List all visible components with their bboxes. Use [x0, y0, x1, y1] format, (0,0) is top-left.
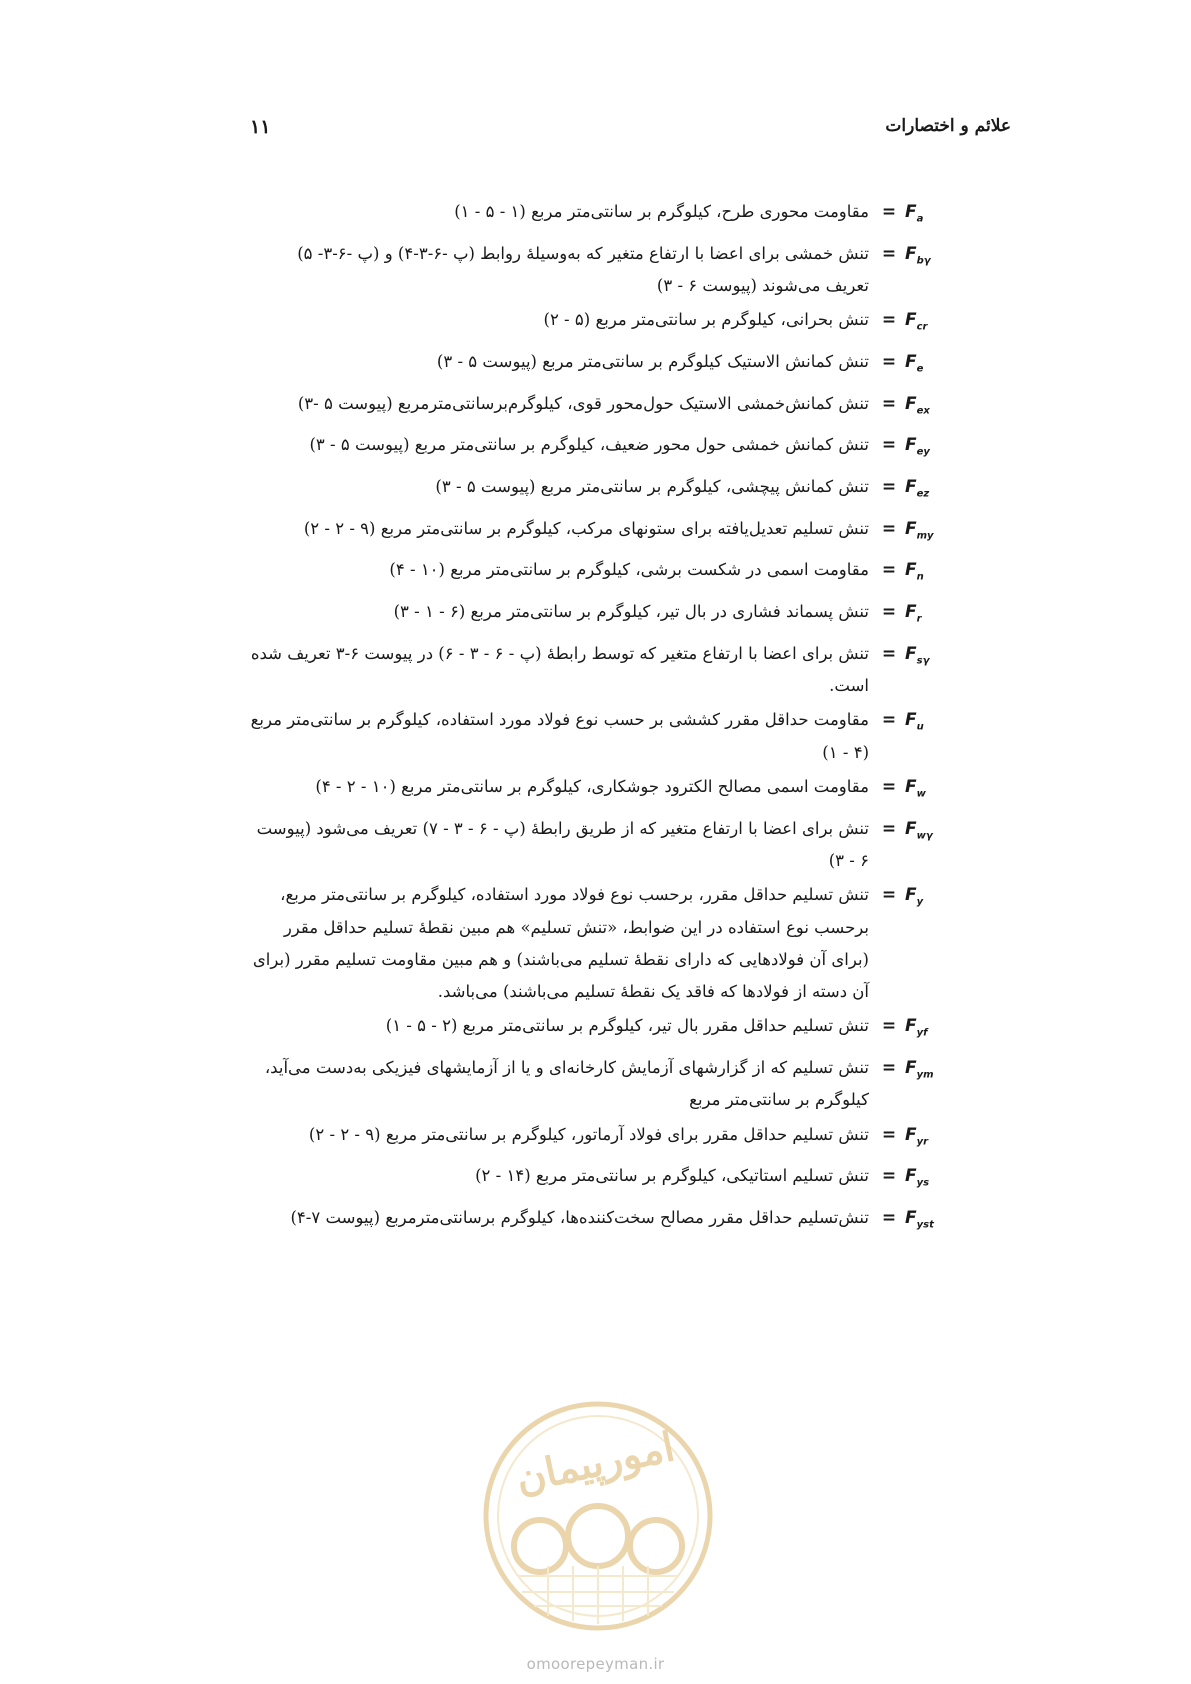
definition-text: تنش تسلیم حداقل مقرر برای فولاد آرماتور، کیلوگرم بر سانتی‌متر مربع (۹ - ۲ - ۲) — [308, 1124, 869, 1144]
definition-text: مقاومت اسمی در شکست برشی، کیلوگرم بر سانتی‌متر مربع (۱۰ - ۴) — [389, 560, 869, 580]
equals-sign: = — [881, 1016, 897, 1037]
definition-entry — [250, 388, 943, 428]
symbol — [899, 513, 943, 553]
symbol-letter: F — [905, 1208, 917, 1229]
equals-sign: = — [881, 776, 897, 797]
watermark-url — [0, 1655, 1191, 1673]
watermark-logo-text: امورپیمان — [511, 1423, 679, 1503]
equals-sign: = — [881, 710, 897, 731]
definition-text: تنش بحرانی، کیلوگرم بر سانتی‌متر مربع (۵ - ۲) — [543, 310, 869, 330]
symbol-letter: F — [905, 1166, 917, 1187]
definition-text: تنش تسلیم که از گزارشهای آزمایش کارخانه‌ای و یا از آزمایشهای فیزیکی به‌دست می‌آید، کیلوگرم بر سانتی‌متر مربع — [264, 1058, 869, 1110]
definition-entry — [250, 513, 943, 553]
symbol-subscript: ez — [916, 488, 930, 500]
symbol-subscript: e — [916, 363, 924, 375]
definition-entry — [250, 638, 943, 703]
definition-entry — [250, 554, 943, 594]
symbol-subscript: a — [916, 213, 924, 225]
symbol — [899, 1202, 943, 1242]
symbol — [899, 388, 943, 428]
symbol — [899, 704, 943, 744]
symbol-letter: F — [905, 310, 917, 331]
equals-sign: = — [881, 435, 897, 456]
symbol-letter: F — [905, 776, 917, 797]
equals-sign: = — [881, 310, 897, 331]
equals-sign: = — [881, 243, 897, 264]
equals-sign: = — [881, 885, 897, 906]
symbol-letter: F — [905, 435, 917, 456]
symbol-letter: F — [905, 477, 917, 498]
definition-entry — [250, 771, 943, 811]
symbol-subscript: ym — [916, 1069, 934, 1081]
definition-entry — [250, 596, 943, 636]
definition-text: تنش برای اعضا با ارتفاع متغیر که از طریق رابطهٔ (پ - ۶ - ۳ - ۷) تعریف می‌شود (پیوست ۶ - ۳) — [256, 818, 869, 870]
omoorepeyman-logo-watermark — [478, 1396, 718, 1636]
symbol-subscript: w — [916, 788, 926, 800]
equals-sign: = — [881, 1208, 897, 1229]
definition-entry — [250, 196, 943, 236]
equals-sign: = — [881, 1124, 897, 1145]
symbol-subscript: sγ — [916, 655, 930, 667]
symbol-letter: F — [905, 351, 917, 372]
definition-text: تنش کمانش پیچشی، کیلوگرم بر سانتی‌متر مربع (پیوست ۵ - ۳) — [435, 477, 869, 497]
symbol — [899, 638, 943, 678]
definition-entry — [250, 1052, 943, 1117]
definition-text: تنش کمانش‌خمشی الاستیک حول‌محور قوی، کیلوگرم‌برسانتی‌مترمربع (پیوست ۵ -۳) — [297, 393, 869, 413]
definition-text: تنش پسماند فشاری در بال تیر، کیلوگرم بر سانتی‌متر مربع (۶ - ۱ - ۳) — [393, 602, 869, 622]
symbol — [899, 471, 943, 511]
definition-text: تنش خمشی برای اعضا با ارتفاع متغیر که به‌وسیلهٔ روابط (پ -۶-۳-۴) و (پ -۶-۳- ۵) تعریف می‌شوند (پیوست ۶ - ۳) — [297, 243, 869, 295]
page-number: ۱۱ — [250, 116, 271, 138]
symbol — [899, 1010, 943, 1050]
equals-sign: = — [881, 477, 897, 498]
symbol — [899, 1160, 943, 1200]
watermark-url-text: omoorepeyman.ir — [526, 1655, 665, 1673]
symbol-subscript: bγ — [916, 255, 931, 267]
symbol-subscript: ey — [916, 446, 930, 458]
definition-entry — [250, 813, 943, 878]
definition-entry — [250, 238, 943, 303]
definition-entry — [250, 1202, 943, 1242]
symbol-letter: F — [905, 818, 917, 839]
definition-text: تنش کمانش الاستیک کیلوگرم بر سانتی‌متر مربع (پیوست ۵ - ۳) — [436, 351, 869, 371]
symbol-letter: F — [905, 560, 917, 581]
symbol-letter: F — [905, 602, 917, 623]
symbol — [899, 554, 943, 594]
definition-entry — [250, 1119, 943, 1159]
equals-sign: = — [881, 518, 897, 539]
symbol — [899, 238, 943, 278]
definition-entry — [250, 471, 943, 511]
equals-sign: = — [881, 351, 897, 372]
symbol-letter: F — [905, 518, 917, 539]
symbol — [899, 196, 943, 236]
definition-entry — [250, 304, 943, 344]
definition-text: تنش تسلیم استاتیکی، کیلوگرم بر سانتی‌متر مربع (۱۴ - ۲) — [475, 1166, 869, 1186]
definition-text: مقاومت حداقل مقرر کششی بر حسب نوع فولاد مورد استفاده، کیلوگرم بر سانتی‌متر مربع (۴ - ۱) — [250, 710, 869, 762]
symbol-letter: F — [905, 1058, 917, 1079]
symbol-subscript: wγ — [916, 830, 933, 842]
symbol-subscript: n — [916, 571, 924, 583]
symbol-letter: F — [905, 243, 917, 264]
symbol-subscript: y — [916, 896, 924, 908]
definition-text: تنش کمانش خمشی حول محور ضعیف، کیلوگرم بر سانتی‌متر مربع (پیوست ۵ - ۳) — [309, 435, 869, 455]
definition-entry — [250, 1160, 943, 1200]
symbol — [899, 429, 943, 469]
definition-entry — [250, 879, 943, 1008]
symbol-subscript: cr — [916, 321, 928, 333]
symbol-letter: F — [905, 1016, 917, 1037]
symbol-subscript: yst — [916, 1219, 934, 1231]
equals-sign: = — [881, 202, 897, 222]
symbol-subscript: ex — [916, 405, 930, 417]
symbol-letter: F — [905, 643, 917, 664]
definition-text: تنش تسلیم تعدیل‌یافته برای ستونهای مرکب، کیلوگرم بر سانتی‌متر مربع (۹ - ۲ - ۲) — [303, 518, 869, 538]
definition-text: مقاومت محوری طرح، کیلوگرم بر سانتی‌متر مربع (۱ - ۵ - ۱) — [454, 202, 869, 221]
definition-text: تنش‌تسلیم حداقل مقرر مصالح سخت‌کننده‌ها، کیلوگرم برسانتی‌مترمربع (پیوست ۷-۴) — [290, 1208, 869, 1228]
symbol-letter: F — [905, 885, 917, 906]
definition-entry — [250, 346, 943, 386]
symbol-subscript: yr — [916, 1136, 929, 1148]
definition-entry — [250, 1010, 943, 1050]
symbol-letter: F — [905, 393, 917, 414]
symbol — [899, 813, 943, 853]
definition-entry — [250, 704, 943, 769]
symbol-letter: F — [905, 710, 917, 731]
equals-sign: = — [881, 560, 897, 581]
definition-text: تنش تسلیم حداقل مقرر بال تیر، کیلوگرم بر سانتی‌متر مربع (۲ - ۵ - ۱) — [385, 1016, 869, 1036]
definition-entry — [250, 429, 943, 469]
symbol-subscript: yf — [916, 1027, 928, 1039]
symbol — [899, 1052, 943, 1092]
symbol — [899, 771, 943, 811]
equals-sign: = — [881, 643, 897, 664]
definition-text: مقاومت اسمی مصالح الکترود جوشکاری، کیلوگرم بر سانتی‌متر مربع (۱۰ - ۲ - ۴) — [315, 776, 869, 796]
equals-sign: = — [881, 1058, 897, 1079]
definition-text: تنش تسلیم حداقل مقرر، برحسب نوع فولاد مورد استفاده، کیلوگرم بر سانتی‌متر مربع، برحسب نوع استفاده در این ضوابط، «تنش تسلیم» هم مبین نقطهٔ تسلیم حداقل مقرر (برای آن فولادهایی که دارای نقطهٔ تسلیم می‌باشند) و هم مبین مقاومت تسلیم مقرر (برای آن دسته از فولادها که فاقد یک نقطهٔ تسلیم می‌باشند) می‌باشد. — [252, 885, 869, 1002]
symbol-subscript: r — [916, 613, 922, 625]
equals-sign: = — [881, 818, 897, 839]
symbol — [899, 346, 943, 386]
symbol — [899, 596, 943, 636]
symbol-letter: F — [905, 1124, 917, 1145]
running-title: علائم و اختصارات — [885, 116, 1011, 136]
symbol — [899, 304, 943, 344]
page-header — [250, 116, 1011, 146]
symbol-subscript: my — [916, 530, 934, 542]
definitions-list — [250, 196, 943, 1244]
symbol — [899, 1119, 943, 1159]
symbol-letter: F — [905, 202, 917, 222]
symbol — [899, 879, 943, 919]
equals-sign: = — [881, 1166, 897, 1187]
equals-sign: = — [881, 393, 897, 414]
equals-sign: = — [881, 602, 897, 623]
symbol-subscript: ys — [916, 1177, 930, 1189]
definition-text: تنش برای اعضا با ارتفاع متغیر که توسط رابطهٔ (پ - ۶ - ۳ - ۶) در پیوست ۶-۳ تعریف شده است. — [250, 643, 869, 696]
symbol-subscript: u — [916, 721, 924, 733]
